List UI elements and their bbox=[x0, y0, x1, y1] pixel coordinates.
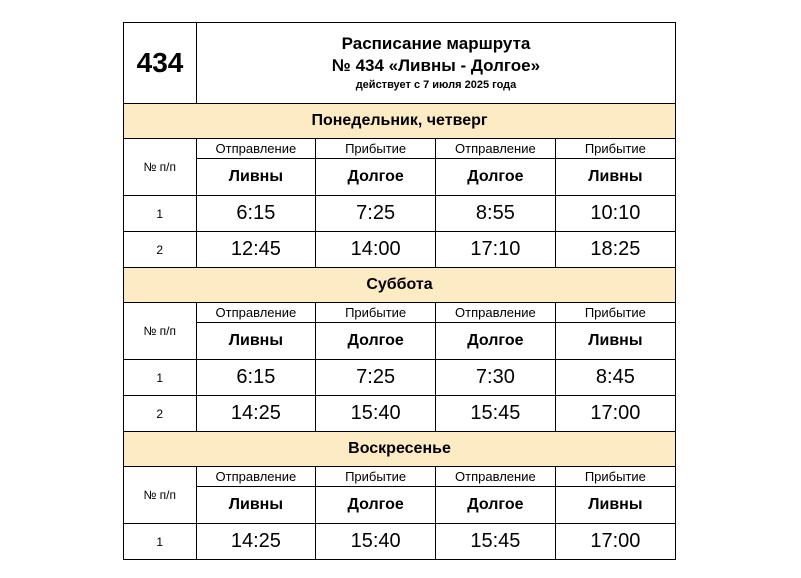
time-cell: 14:00 bbox=[316, 232, 436, 268]
row-number: 1 bbox=[124, 196, 196, 232]
stop-name: Долгое bbox=[436, 159, 556, 196]
stop-name: Ливны bbox=[196, 159, 316, 196]
stop-name: Долгое bbox=[436, 323, 556, 360]
row-number: 1 bbox=[124, 524, 196, 560]
stop-name: Долгое bbox=[436, 487, 556, 524]
direction-label: Отправление bbox=[436, 139, 556, 159]
direction-label: Прибытие bbox=[555, 467, 675, 487]
time-cell: 15:45 bbox=[436, 524, 556, 560]
time-cell: 15:45 bbox=[436, 396, 556, 432]
direction-label: Прибытие bbox=[555, 139, 675, 159]
time-cell: 17:00 bbox=[590, 530, 641, 552]
time-cell: 8:45 bbox=[555, 360, 675, 396]
row-number: 1 bbox=[124, 360, 196, 396]
schedule-sheet bbox=[123, 22, 676, 560]
time-cell: 15:40 bbox=[316, 524, 436, 560]
stop-name: Ливны bbox=[196, 323, 316, 360]
section-title: Понедельник, четверг bbox=[124, 104, 675, 139]
time-cell: 6:15 bbox=[196, 196, 316, 232]
time-cell: 14:25 bbox=[196, 396, 316, 432]
time-cell: 14:25 bbox=[196, 524, 316, 560]
row-number: 2 bbox=[124, 232, 196, 268]
stop-name: Долгое bbox=[316, 323, 436, 360]
time-cell: 7:30 bbox=[436, 360, 556, 396]
table-row bbox=[124, 360, 675, 396]
stop-name: Ливны bbox=[555, 323, 675, 360]
schedule-table bbox=[124, 139, 675, 268]
num-header: № п/п bbox=[124, 139, 196, 196]
table-row bbox=[124, 396, 675, 432]
direction-label: Отправление bbox=[196, 303, 316, 323]
direction-label: Отправление bbox=[196, 467, 316, 487]
num-header: № п/п bbox=[124, 467, 196, 524]
validity-date: действует с 7 июля 2025 года bbox=[355, 79, 517, 91]
schedule-table bbox=[124, 467, 675, 559]
time-cell: 7:25 bbox=[316, 360, 436, 396]
schedule-section bbox=[124, 432, 675, 559]
stop-name: Ливны bbox=[196, 487, 316, 524]
stop-name: Долгое bbox=[316, 159, 436, 196]
title-line-1: Расписание маршрута bbox=[341, 34, 531, 53]
direction-label: Прибытие bbox=[316, 139, 436, 159]
stop-name: Ливны bbox=[555, 487, 675, 524]
direction-label: Отправление bbox=[196, 139, 316, 159]
time-cell: 6:15 bbox=[196, 360, 316, 396]
time-cell: 10:10 bbox=[555, 196, 675, 232]
time-cell: 17:00 bbox=[555, 396, 675, 432]
title-line-2: № 434 «Ливны - Долгое» bbox=[331, 56, 541, 75]
schedule-section bbox=[124, 268, 675, 432]
table-row bbox=[124, 524, 675, 560]
direction-label: Прибытие bbox=[316, 303, 436, 323]
time-cell: 17:10 bbox=[436, 232, 556, 268]
schedule-table bbox=[124, 303, 675, 432]
direction-label: Отправление bbox=[436, 467, 556, 487]
stop-name: Долгое bbox=[316, 487, 436, 524]
time-cell: 18:25 bbox=[555, 232, 675, 268]
time-cell: 7:25 bbox=[316, 196, 436, 232]
table-row bbox=[124, 232, 675, 268]
section-title: Суббота bbox=[124, 268, 675, 303]
direction-label: Отправление bbox=[436, 303, 556, 323]
stop-name: Ливны bbox=[555, 159, 675, 196]
title-block bbox=[197, 23, 675, 103]
row-number: 2 bbox=[124, 396, 196, 432]
time-cell: 15:40 bbox=[316, 396, 436, 432]
num-header: № п/п bbox=[124, 303, 196, 360]
route-number: 434 bbox=[124, 23, 197, 103]
time-cell: 12:45 bbox=[196, 232, 316, 268]
direction-label: Прибытие bbox=[316, 467, 436, 487]
section-title: Воскресенье bbox=[124, 432, 675, 467]
schedule-section bbox=[124, 104, 675, 268]
table-row bbox=[124, 196, 675, 232]
schedule-sections bbox=[124, 104, 675, 559]
time-cell: 8:55 bbox=[436, 196, 556, 232]
direction-label: Прибытие bbox=[555, 303, 675, 323]
schedule-header bbox=[124, 23, 675, 104]
